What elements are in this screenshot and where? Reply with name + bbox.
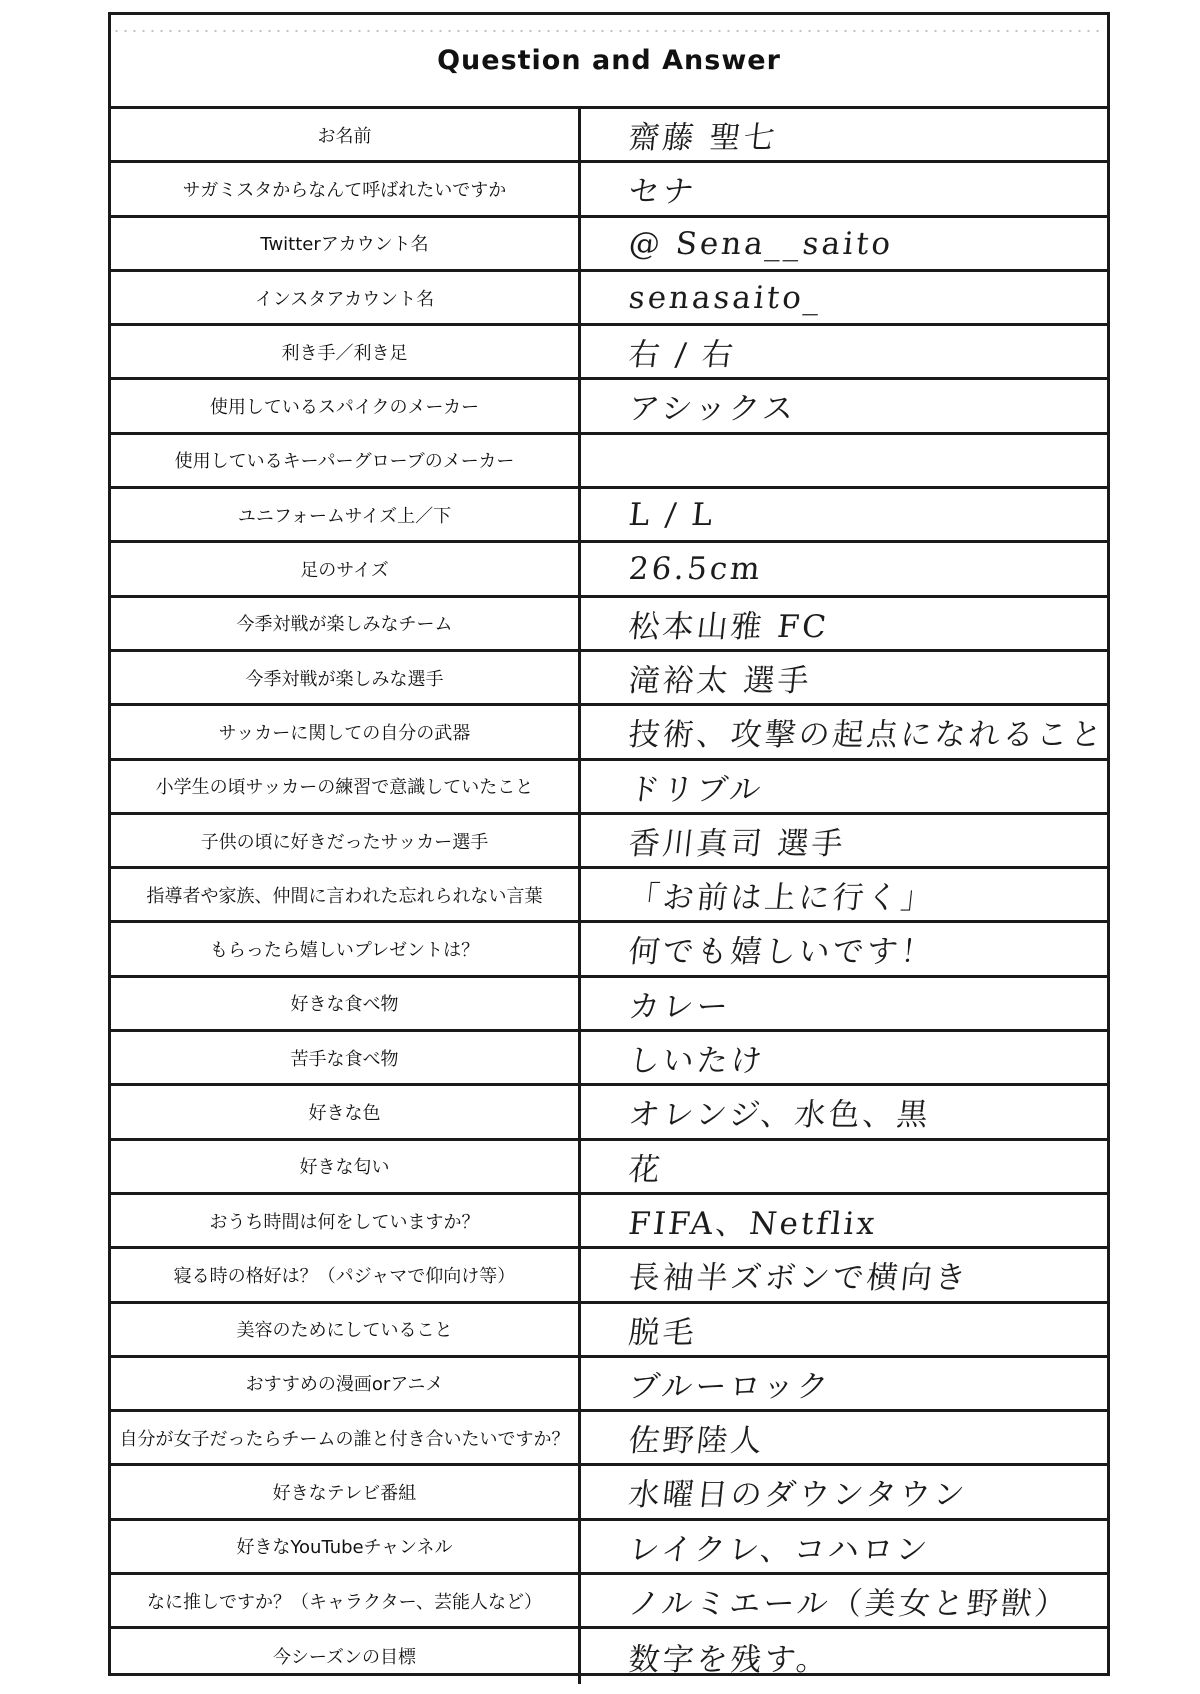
handwritten-answer: 花 bbox=[626, 1151, 665, 1188]
handwritten-answer: 脱毛 bbox=[626, 1314, 699, 1351]
qa-sheet bbox=[108, 12, 1110, 1676]
handwritten-answer: 技術、攻撃の起点になれること bbox=[626, 717, 1107, 754]
handwritten-answer: 水曜日のダウンタウン bbox=[626, 1477, 970, 1514]
qa-row bbox=[111, 815, 1107, 869]
qa-row bbox=[111, 1521, 1107, 1575]
question-label: 好きなYouTubeチャンネル bbox=[111, 1521, 581, 1572]
handwritten-answer: 長袖半ズボンで横向き bbox=[626, 1260, 971, 1297]
handwritten-answer: 齋藤 聖七 bbox=[626, 120, 780, 157]
question-label: お名前 bbox=[111, 109, 581, 160]
qa-row bbox=[111, 1086, 1107, 1140]
qa-row bbox=[111, 109, 1107, 163]
qa-row bbox=[111, 923, 1107, 977]
handwritten-answer: FIFA、Netflix bbox=[626, 1206, 880, 1243]
sheet-title: Question and Answer bbox=[111, 15, 1107, 109]
handwritten-answer: セナ bbox=[626, 174, 699, 211]
question-label: 好きなテレビ番組 bbox=[111, 1466, 581, 1517]
qa-row bbox=[111, 1466, 1107, 1520]
question-label: なに推しですか？（キャラクター、芸能人など） bbox=[111, 1575, 581, 1626]
qa-row bbox=[111, 435, 1107, 489]
qa-row bbox=[111, 326, 1107, 380]
question-label: ユニフォームサイズ上／下 bbox=[111, 489, 581, 540]
question-label: 今シーズンの目標 bbox=[111, 1629, 581, 1683]
qa-row bbox=[111, 1195, 1107, 1249]
question-label: 今季対戦が楽しみなチーム bbox=[111, 598, 581, 649]
question-label: 指導者や家族、仲間に言われた忘れられない言葉 bbox=[111, 869, 581, 920]
question-label: 好きな匂い bbox=[111, 1141, 581, 1192]
qa-row bbox=[111, 1358, 1107, 1412]
handwritten-answer bbox=[578, 435, 1109, 486]
handwritten-answer: L / L bbox=[627, 496, 718, 533]
handwritten-answer: レイクレ、コハロン bbox=[626, 1531, 932, 1568]
qa-row bbox=[111, 218, 1107, 272]
handwritten-answer: アシックス bbox=[626, 391, 799, 428]
handwritten-answer: @ Sena__saito bbox=[627, 225, 896, 262]
question-label: Twitterアカウント名 bbox=[111, 218, 581, 269]
qa-row bbox=[111, 489, 1107, 543]
handwritten-answer: ドリブル bbox=[626, 771, 766, 808]
question-label: 苦手な食べ物 bbox=[111, 1032, 581, 1083]
question-label: 子供の頃に好きだったサッカー選手 bbox=[111, 815, 581, 866]
qa-table bbox=[111, 109, 1107, 1684]
question-label: 使用しているキーパーグローブのメーカー bbox=[111, 435, 581, 486]
qa-row bbox=[111, 706, 1107, 760]
question-label: おうち時間は何をしていますか？ bbox=[111, 1195, 581, 1246]
qa-row bbox=[111, 272, 1107, 326]
qa-row bbox=[111, 1629, 1107, 1683]
qa-row bbox=[111, 761, 1107, 815]
question-label: インスタアカウント名 bbox=[111, 272, 581, 323]
handwritten-answer: 滝裕太 選手 bbox=[626, 663, 814, 700]
question-label: もらったら嬉しいプレゼントは？ bbox=[111, 923, 581, 974]
question-label: 足のサイズ bbox=[111, 543, 581, 594]
qa-row bbox=[111, 1249, 1107, 1303]
handwritten-answer: ノルミエール（美女と野獣） bbox=[626, 1586, 1071, 1623]
handwritten-answer: 香川真司 選手 bbox=[626, 826, 848, 862]
qa-row bbox=[111, 598, 1107, 652]
qa-row bbox=[111, 869, 1107, 923]
handwritten-answer: オレンジ、水色、黒 bbox=[626, 1097, 933, 1134]
qa-row bbox=[111, 652, 1107, 706]
handwritten-answer: 佐野陸人 bbox=[626, 1423, 767, 1460]
question-label: 好きな色 bbox=[111, 1086, 581, 1137]
question-label: 美容のためにしていること bbox=[111, 1304, 581, 1355]
handwritten-answer: しいたけ bbox=[626, 1043, 767, 1080]
question-label: 好きな食べ物 bbox=[111, 978, 581, 1029]
question-label: 寝る時の格好は？（パジャマで仰向け等） bbox=[111, 1249, 581, 1300]
qa-row bbox=[111, 1575, 1107, 1629]
qa-row bbox=[111, 1412, 1107, 1466]
question-label: おすすめの漫画orアニメ bbox=[111, 1358, 581, 1409]
question-label: サガミスタからなんて呼ばれたいですか bbox=[111, 163, 581, 214]
handwritten-answer: カレー bbox=[626, 988, 733, 1025]
handwritten-answer: 「お前は上に行く」 bbox=[626, 880, 937, 917]
handwritten-answer: 数字を残す。 bbox=[626, 1641, 833, 1678]
handwritten-answer: senasaito_ bbox=[627, 279, 825, 316]
question-label: 使用しているスパイクのメーカー bbox=[111, 380, 581, 431]
question-label: 自分が女子だったらチームの誰と付き合いたいですか？ bbox=[111, 1412, 581, 1463]
handwritten-answer: 右 / 右 bbox=[626, 337, 738, 374]
qa-row bbox=[111, 978, 1107, 1032]
handwritten-answer: 26.5cm bbox=[627, 551, 765, 588]
question-label: 今季対戦が楽しみな選手 bbox=[111, 652, 581, 703]
qa-row bbox=[111, 380, 1107, 434]
qa-row bbox=[111, 163, 1107, 217]
qa-row bbox=[111, 1141, 1107, 1195]
question-label: 小学生の頃サッカーの練習で意識していたこと bbox=[111, 761, 581, 812]
qa-row bbox=[111, 1032, 1107, 1086]
qa-row bbox=[111, 543, 1107, 597]
handwritten-answer: 松本山雅 FC bbox=[626, 608, 831, 645]
qa-row bbox=[111, 1304, 1107, 1358]
handwritten-answer: 何でも嬉しいです！ bbox=[626, 934, 937, 971]
handwritten-answer: ブルーロック bbox=[626, 1368, 833, 1405]
question-label: サッカーに関しての自分の武器 bbox=[111, 706, 581, 757]
question-label: 利き手／利き足 bbox=[111, 326, 581, 377]
